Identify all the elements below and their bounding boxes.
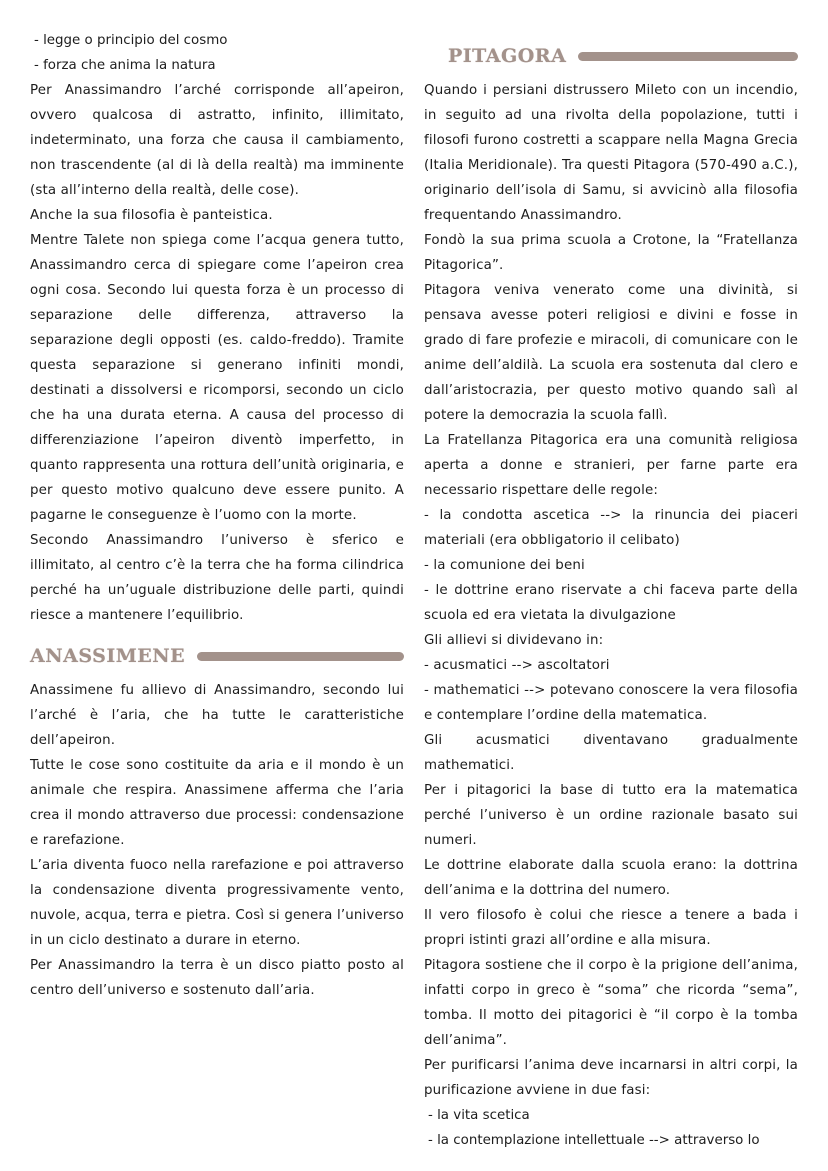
list-item: - acusmatici --> ascoltatori <box>424 658 610 673</box>
section-heading-anassimene <box>30 636 404 676</box>
paragraph: Gli allievi si dividevano in: <box>424 633 604 648</box>
paragraph: Per Anassimandro la terra è un disco piatto posto al centro dell’universo e sostenuto dall’aria. <box>30 958 404 998</box>
paragraph: Secondo Anassimandro l’universo è sferico e illimitato, al centro c’è la terra che ha forma cilindrica perché ha un’uguale distribuzione delle parti, quindi riesce a mantenere l’equilibrio. <box>30 533 404 623</box>
paragraph: Pitagora veniva venerato come una divinità, si pensava avesse poteri religiosi e divini e fosse in grado di fare profezie e miracoli, di comunicare con le anime dell’aldilà. La scuola era sostenuta dal clero e dall’aristocrazia, per questo motivo quando salì al potere la democrazia la scuola fallì. <box>424 283 798 423</box>
list-item: - forza che anima la natura <box>34 58 216 73</box>
list-item: - la condotta ascetica --> la rinuncia dei piaceri materiali (era obbligatorio il celibato) <box>424 508 798 548</box>
section-heading-pitagora <box>448 36 798 76</box>
paragraph: Le dottrine elaborate dalla scuola erano: la dottrina dell’anima e la dottrina del numero. <box>424 858 798 898</box>
paragraph: L’aria diventa fuoco nella rarefazione e poi attraverso la condensazione diventa progressivamente vento, nuvole, acqua, terra e pietra. Così si genera l’universo in un ciclo destinato a durare in eterno. <box>30 858 404 948</box>
paragraph: Quando i persiani distrussero Mileto con un incendio, in seguito ad una rivolta della popolazione, tutti i filosofi furono costretti a scappare nella Magna Grecia (Italia Meridionale). Tra questi Pitagora (570-490 a.C.), originario dell’isola di Samu, si avvicinò alla filosofia frequentando Anassimandro. <box>424 83 798 223</box>
paragraph: Pitagora sostiene che il corpo è la prigione dell’anima, infatti corpo in greco è “soma” che ricorda “sema”, tomba. Il motto dei pitagorici è “il corpo è la tomba dell’anima”. <box>424 958 798 1048</box>
list-item: - la vita scetica <box>428 1108 530 1123</box>
paragraph: Per i pitagorici la base di tutto era la matematica perché l’universo è un ordine razionale basato sui numeri. <box>424 783 798 848</box>
heading-divider-bar <box>197 652 404 661</box>
paragraph: Anassimene fu allievo di Anassimandro, secondo lui l’arché è l’aria, che ha tutte le caratteristiche dell’apeiron. <box>30 683 404 748</box>
paragraph: Tutte le cose sono costituite da aria e il mondo è un animale che respira. Anassimene afferma che l’aria crea il mondo attraverso due processi: condensazione e rarefazione. <box>30 758 404 848</box>
paragraph: Il vero filosofo è colui che riesce a tenere a bada i propri istinti grazi all’ordine e alla misura. <box>424 908 798 948</box>
paragraph: Mentre Talete non spiega come l’acqua genera tutto, Anassimandro cerca di spiegare come l’apeiron crea ogni cosa. Secondo lui questa forza è un processo di separazione delle differenza, attraverso la separazione degli opposti (es. caldo-freddo). Tramite questa separazione si generano infiniti mondi, destinati a dissolversi e ricomporsi, secondo un ciclo che ha una durata eterna. A causa del processo di differenziazione l’apeiron diventò imperfetto, in quanto rappresenta una rottura dell’unità originaria, e per questo motivo qualcuno deve essere punito. A pagarne le conseguenze è l’uomo con la morte. <box>30 233 404 523</box>
list-item: - la contemplazione intellettuale --> attraverso lo <box>428 1133 760 1148</box>
left-column <box>30 28 404 1003</box>
heading-divider-bar <box>578 52 798 61</box>
list-item: - le dottrine erano riservate a chi faceva parte della scuola ed era vietata la divulgazione <box>424 583 798 623</box>
list-item: - la comunione dei beni <box>424 558 585 573</box>
paragraph: Anche la sua filosofia è panteistica. <box>30 208 273 223</box>
list-item: - legge o principio del cosmo <box>34 33 228 48</box>
paragraph: Per Anassimandro l’arché corrisponde all’apeiron, ovvero qualcosa di astratto, infinito, illimitato, indeterminato, una forza che causa il cambiamento, non trascendente (al di là della realtà) ma imminente (sta all’interno della realtà, delle cose). <box>30 83 404 198</box>
paragraph: Gli acusmatici diventavano gradualmente mathematici. <box>424 733 798 773</box>
list-item: - mathematici --> potevano conoscere la vera filosofia e contemplare l’ordine della matematica. <box>424 683 798 723</box>
right-column <box>424 36 798 1153</box>
paragraph: Fondò la sua prima scuola a Crotone, la “Fratellanza Pitagorica”. <box>424 233 798 273</box>
section-title: PITAGORA <box>448 45 567 67</box>
paragraph: Per purificarsi l’anima deve incarnarsi in altri corpi, la purificazione avviene in due fasi: <box>424 1058 798 1098</box>
section-title: ANASSIMENE <box>30 645 186 667</box>
paragraph: La Fratellanza Pitagorica era una comunità religiosa aperta a donne e stranieri, per farne parte era necessario rispettare delle regole: <box>424 433 798 498</box>
